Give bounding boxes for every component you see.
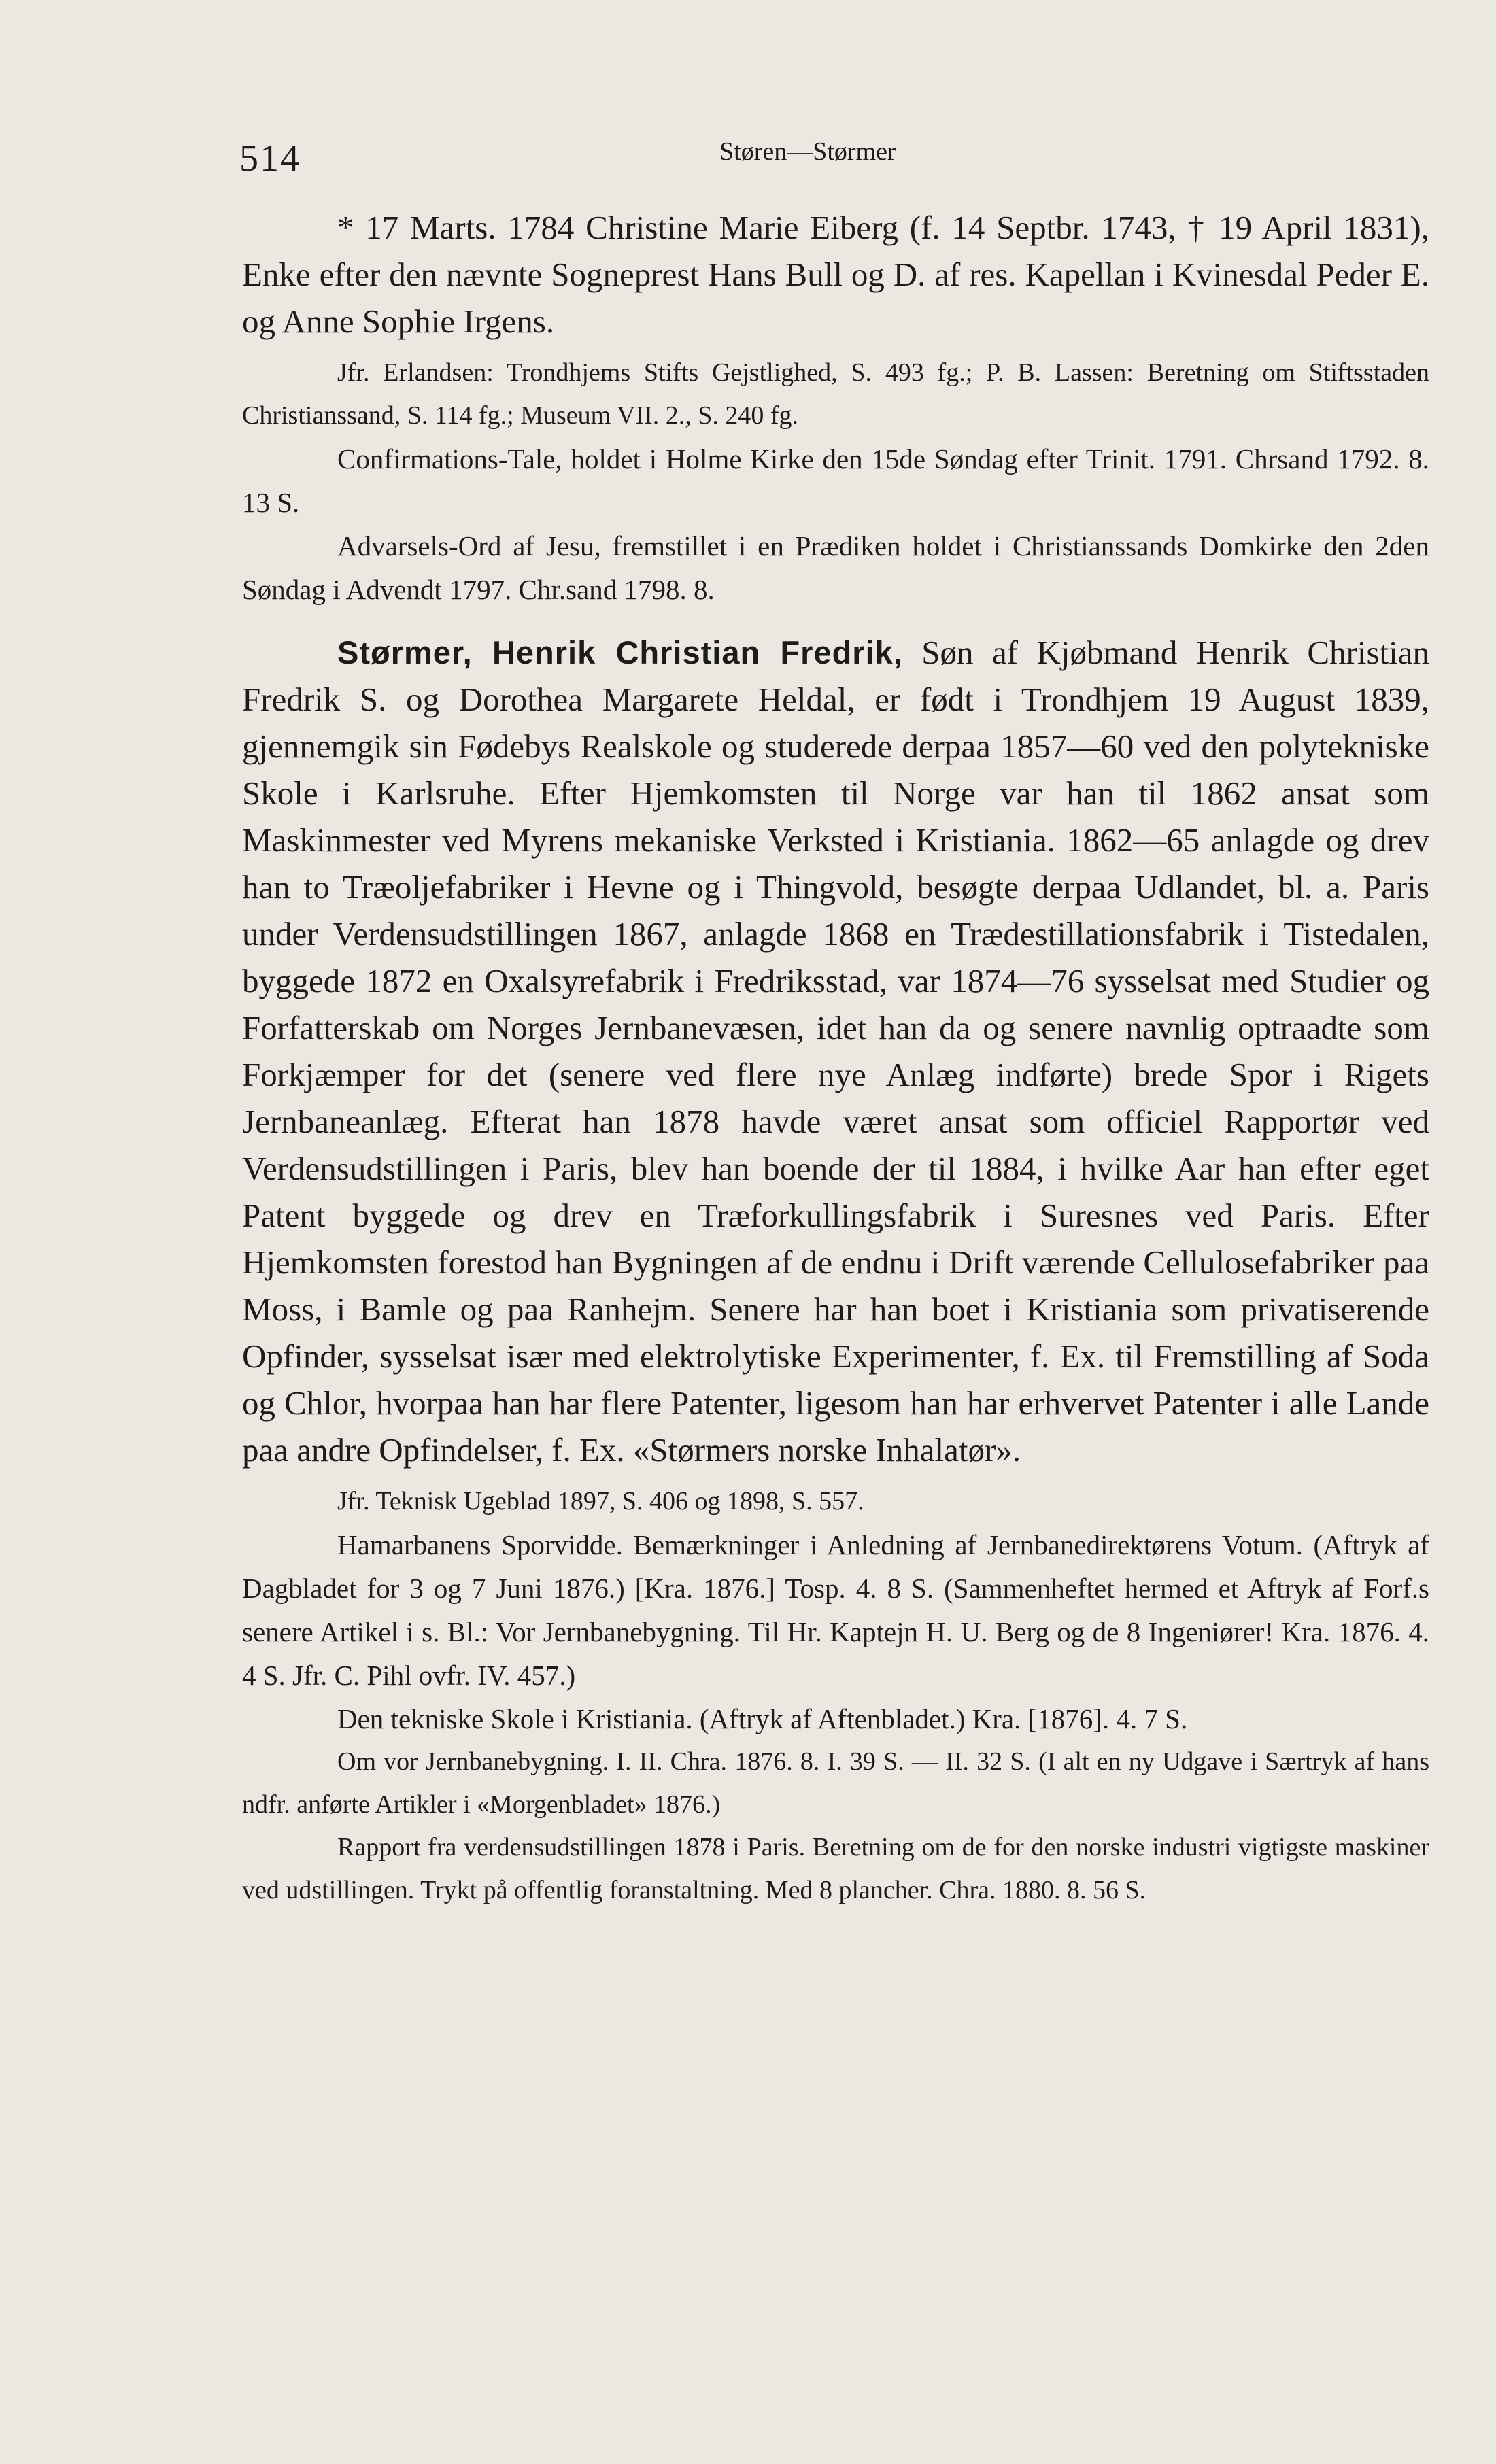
entry-stormer-reference: Jfr. Teknisk Ugeblad 1897, S. 406 og 1898, S. 557. [337,1487,864,1516]
entry-storen-work-1: Confirmations-Tale, holdet i Holme Kirke den 15de Søndag efter Trinit. 1791. Chrsand 1792. 8. 13 S. [242,443,1429,518]
entry-storen-text: * 17 Marts. 1784 Christine Marie Eiberg (f. 14 Septbr. 1743, † 19 April 1831), Enke efter den nævnte Sogneprest Hans Bull og D. af res. Kapellan i Kvinesdal Peder E. og Anne Sophie Irgens. [242,209,1429,340]
page-number: 514 [239,137,301,179]
entry-storen-reference: Jfr. Erlandsen: Trondhjems Stifts Gejstlighed, S. 493 fg.; P. B. Lassen: Beretning om Stiftsstaden Christianssand, S. 114 fg.; Museum VII. 2., S. 240 fg. [242,358,1429,430]
entry-stormer-work-2: Den tekniske Skole i Kristiania. (Aftryk af Aftenbladet.) Kra. [1876]. 4. 7 S. [337,1703,1188,1734]
running-title: Støren—Størmer [719,137,896,166]
entry-stormer-work-1: Hamarbanens Sporvidde. Bemærkninger i Anledning af Jernbanedirektørens Votum. (Aftryk af Dagbladet for 3 og 7 Juni 1876.) [Kra. 1876.] Tosp. 4. 8 S. (Sammenheftet hermed et Aftryk af Forf.s senere Artikel i s. Bl.: Vor Jernbanebygning. Til Hr. Kaptejn H. U. Berg og de 8 Ingeniører! Kra. 1876. 4. 4 S. Jfr. C. Pihl ovfr. IV. 457.) [242,1529,1429,1691]
page-body [242,204,1429,1912]
entry-stormer-biography: Søn af Kjøbmand Henrik Christian Fredrik S. og Dorothea Margarete Heldal, er født i Trondhjem 19 August 1839, gjennemgik sin Fødebys Realskole og studerede derpaa 1857—60 ved den polytekniske Skole i Karlsruhe. Efter Hjemkomsten til Norge var han til 1862 ansat som Maskinmester ved Myrens mekaniske Verksted i Kristiania. 1862—65 anlagde og drev han to Træoljefabriker i Hevne og i Thingvold, besøgte derpaa Udlandet, bl. a. Paris under Verdensudstillingen 1867, anlagde 1868 en Trædestillationsfabrik i Tistedalen, byggede 1872 en Oxalsyrefabrik i Fredriksstad, var 1874—76 sysselsat med Studier og Forfatterskab om Norges Jernbanevæsen, idet han da og senere navnlig optraadte som Forkjæmper for det (senere ved flere nye Anlæg indførte) brede Spor i Rigets Jernbaneanlæg. Efterat han 1878 havde været ansat som officiel Rapportør ved Verdensudstillingen i Paris, blev han boende der til 1884, i hvilke Aar han efter eget Patent byggede og drev en Træforkullingsfabrik i Suresnes ved Paris. Efter Hjemkomsten forestod han Bygningen af de endnu i Drift værende Cellulosefabriker paa Moss, i Bamle og paa Ranhejm. Senere har han boet i Kristiania som privatiserende Opfinder, sysselsat især med elektrolytiske Experimenter, f. Ex. til Fremstilling af Soda og Chlor, hvorpaa han har flere Patenter, ligesom han har erhvervet Patenter i alle Lande paa andre Opfindelser, f. Ex. «Størmers norske Inhalatør». [242,634,1430,1469]
entry-stormer-later-work-2: Rapport fra verdensudstillingen 1878 i Paris. Beretning om de for den norske industri vigtigste maskiner ved udstillingen. Trykt på offentlig foranstaltning. Med 8 plancher. Chra. 1880. 8. 56 S. [242,1833,1429,1904]
entry-stormer-later-work-1: Om vor Jernbanebygning. I. II. Chra. 1876. 8. I. 39 S. — II. 32 S. (I alt en ny Udgave i Særtryk af hans ndfr. anførte Artikler i «Morgenbladet» 1876.) [242,1747,1429,1819]
entry-storen-work-2: Advarsels-Ord af Jesu, fremstillet i en Prædiken holdet i Christianssands Domkirke den 2den Søndag i Advendt 1797. Chr.sand 1798. 8. [242,530,1429,605]
entry-stormer-paragraph [242,629,1429,1473]
entry-stormer-name: Størmer, Henrik Christian Fredrik, [337,634,903,670]
